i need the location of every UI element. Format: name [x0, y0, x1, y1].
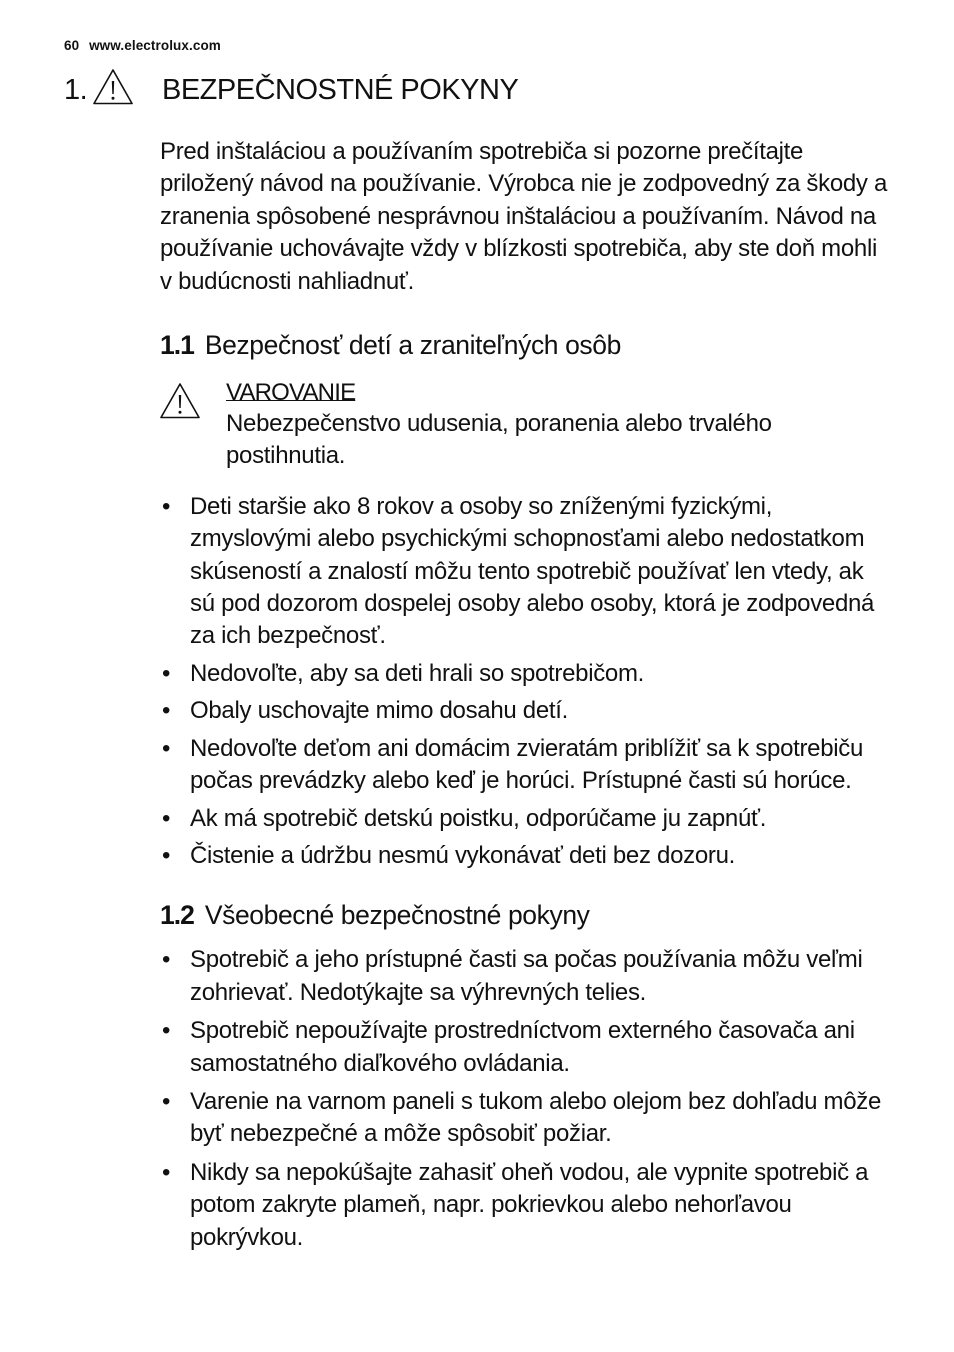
section-heading-1-1 [160, 328, 894, 362]
section-heading-1-2 [160, 898, 894, 932]
warning-triangle-icon [92, 68, 134, 114]
list-item: • Varenie na varnom paneli s tukom alebo olejom bez dohľadu môže byť nebezpečné a môže spôsobiť požiar. [162, 1087, 882, 1148]
safety-list-children [160, 491, 894, 872]
page-content [160, 136, 894, 1260]
list-item: • Spotrebič a jeho prístupné časti sa počas používania môžu veľmi zohrievať. Nedotýkajte sa výhrevných telies. [162, 946, 863, 1006]
warning-text: Nebezpečenstvo udusenia, poranenia alebo trvalého postihnutia. [226, 410, 772, 470]
bullet-icon: • [162, 1087, 171, 1115]
website-url[interactable]: www.electrolux.com [89, 38, 221, 53]
intro-paragraph: Pred inštaláciou a používaním spotrebiča si pozorne prečítajte priložený návod na používanie. Výrobca nie je zodpovedný za škody a zranenia spôsobené nesprávnou inštaláciou a používaním. Návod na používanie uchovávajte vždy v blízkosti spotrebiča, aby ste doň mohli v budúcnosti nahliadnuť. [160, 138, 888, 295]
list-item: • Čistenie a údržbu nesmú vykonávať deti bez dozoru. [160, 840, 894, 872]
bullet-icon: • [162, 1158, 171, 1186]
warning-triangle-icon [159, 382, 201, 429]
section-title: Všeobecné bezpečnostné pokyny [204, 900, 590, 931]
chapter-heading [64, 68, 518, 112]
list-item: • Spotrebič nepoužívajte prostredníctvom externého časovača ani samostatného diaľkového ovládania. [162, 1017, 855, 1077]
bullet-icon: • [162, 659, 171, 687]
list-item: • Deti staršie ako 8 rokov a osoby so zníženými fyzickými, zmyslovými alebo psychickými schopnosťami alebo nedostatkom skúseností a znalostí môžu tento spotrebič používať len vtedy, ak sú pod dozorom dospelej osoby alebo osoby, ktorá je zodpovedná za ich bezpečnosť. [162, 492, 875, 650]
list-item: • Obaly uschovajte mimo dosahu detí. [160, 695, 894, 727]
list-item: • Nikdy sa nepokúšajte zahasiť oheň vodou, ale vypnite spotrebič a potom zakryte plameň, napr. pokrievkou alebo nehorľavou pokrývkou. [162, 1158, 869, 1251]
list-item: • Nedovoľte, aby sa deti hrali so spotrebičom. [160, 658, 894, 690]
bullet-icon: • [162, 697, 171, 725]
section-title: Bezpečnosť detí a zraniteľných osôb [204, 330, 621, 361]
list-item: • Ak má spotrebič detskú poistku, odporúčame ju zapnúť. [160, 803, 894, 835]
section-number: 1.1 [160, 330, 194, 361]
chapter-title: BEZPEČNOSTNÉ POKYNY [162, 73, 519, 106]
page-header [64, 38, 221, 53]
safety-list-general [160, 944, 894, 1254]
chapter-number: 1. [64, 73, 88, 106]
bullet-icon: • [162, 492, 171, 520]
list-item: • Nedovoľte deťom ani domácim zvieratám priblížiť sa k spotrebiču počas prevádzky alebo keď je horúci. Prístupné časti sú horúce. [162, 734, 864, 795]
bullet-icon: • [162, 1017, 171, 1045]
bullet-icon: • [162, 804, 171, 832]
section-number: 1.2 [160, 900, 194, 931]
page-number: 60 [64, 38, 80, 53]
bullet-icon: • [162, 734, 171, 762]
bullet-icon: • [162, 946, 171, 974]
warning-title: VAROVANIE [226, 379, 356, 407]
bullet-icon: • [162, 841, 171, 869]
warning-notice [160, 378, 894, 473]
